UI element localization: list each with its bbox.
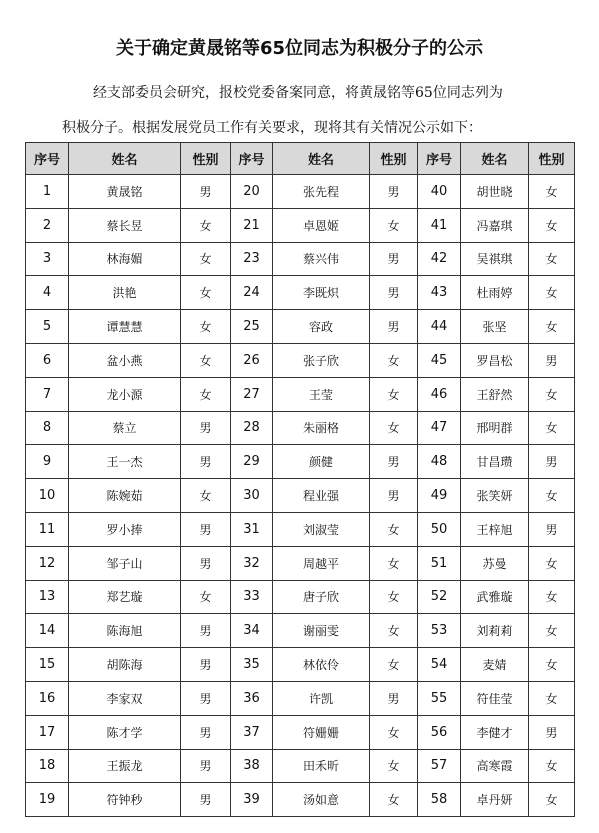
cell-name: 张先程 bbox=[273, 175, 370, 209]
cell-name: 蔡兴伟 bbox=[273, 242, 370, 276]
cell-gender: 女 bbox=[529, 648, 575, 682]
cell-name: 高寒霞 bbox=[461, 749, 529, 783]
cell-index: 16 bbox=[26, 681, 69, 715]
cell-name: 符钟秒 bbox=[69, 783, 181, 817]
cell-name: 陈婉茹 bbox=[69, 479, 181, 513]
cell-gender: 男 bbox=[181, 715, 231, 749]
header-index: 序号 bbox=[231, 143, 273, 175]
cell-gender: 女 bbox=[529, 614, 575, 648]
intro-paragraph-line-1: 经支部委员会研究，报校党委备案同意，将黄晟铭等65位同志列为 bbox=[93, 85, 503, 101]
cell-name: 王振龙 bbox=[69, 749, 181, 783]
cell-name: 程业强 bbox=[273, 479, 370, 513]
cell-name: 王舒然 bbox=[461, 377, 529, 411]
table-row bbox=[26, 377, 575, 411]
cell-name: 蔡立 bbox=[69, 411, 181, 445]
cell-name: 符佳莹 bbox=[461, 681, 529, 715]
cell-gender: 女 bbox=[529, 749, 575, 783]
cell-name: 陈海旭 bbox=[69, 614, 181, 648]
cell-index: 21 bbox=[231, 208, 273, 242]
cell-name: 郑艺璇 bbox=[69, 580, 181, 614]
cell-index: 35 bbox=[231, 648, 273, 682]
cell-index: 49 bbox=[418, 479, 461, 513]
cell-gender: 男 bbox=[370, 479, 418, 513]
cell-name: 周越平 bbox=[273, 546, 370, 580]
cell-name: 陈才学 bbox=[69, 715, 181, 749]
cell-index: 58 bbox=[418, 783, 461, 817]
cell-index: 20 bbox=[231, 175, 273, 209]
cell-gender: 女 bbox=[181, 276, 231, 310]
cell-index: 29 bbox=[231, 445, 273, 479]
cell-name: 林海媚 bbox=[69, 242, 181, 276]
cell-name: 麦婧 bbox=[461, 648, 529, 682]
cell-gender: 男 bbox=[181, 445, 231, 479]
cell-gender: 男 bbox=[370, 310, 418, 344]
cell-name: 邢明群 bbox=[461, 411, 529, 445]
cell-name: 龙小源 bbox=[69, 377, 181, 411]
cell-index: 36 bbox=[231, 681, 273, 715]
roster-table bbox=[25, 142, 575, 817]
cell-gender: 女 bbox=[370, 546, 418, 580]
cell-index: 27 bbox=[231, 377, 273, 411]
cell-index: 4 bbox=[26, 276, 69, 310]
intro-paragraph-line-2: 积极分子。根据发展党员工作有关要求，现将其有关情况公示如下： bbox=[62, 120, 482, 136]
cell-index: 52 bbox=[418, 580, 461, 614]
cell-name: 王梓旭 bbox=[461, 512, 529, 546]
cell-name: 王莹 bbox=[273, 377, 370, 411]
cell-index: 34 bbox=[231, 614, 273, 648]
cell-name: 胡世晓 bbox=[461, 175, 529, 209]
cell-name: 谢丽雯 bbox=[273, 614, 370, 648]
table-row bbox=[26, 343, 575, 377]
cell-index: 44 bbox=[418, 310, 461, 344]
cell-index: 37 bbox=[231, 715, 273, 749]
cell-gender: 女 bbox=[370, 377, 418, 411]
cell-gender: 男 bbox=[529, 512, 575, 546]
cell-index: 13 bbox=[26, 580, 69, 614]
table-row bbox=[26, 242, 575, 276]
cell-name: 李家双 bbox=[69, 681, 181, 715]
cell-gender: 女 bbox=[529, 377, 575, 411]
cell-name: 符姗姗 bbox=[273, 715, 370, 749]
cell-gender: 男 bbox=[181, 512, 231, 546]
cell-name: 谭慧慧 bbox=[69, 310, 181, 344]
cell-index: 38 bbox=[231, 749, 273, 783]
cell-index: 45 bbox=[418, 343, 461, 377]
table-row bbox=[26, 175, 575, 209]
cell-name: 王一杰 bbox=[69, 445, 181, 479]
cell-gender: 女 bbox=[370, 512, 418, 546]
cell-index: 18 bbox=[26, 749, 69, 783]
cell-name: 邹子山 bbox=[69, 546, 181, 580]
cell-name: 颜健 bbox=[273, 445, 370, 479]
cell-gender: 女 bbox=[181, 242, 231, 276]
cell-index: 19 bbox=[26, 783, 69, 817]
cell-gender: 男 bbox=[181, 614, 231, 648]
cell-index: 10 bbox=[26, 479, 69, 513]
cell-name: 张坚 bbox=[461, 310, 529, 344]
cell-gender: 男 bbox=[181, 175, 231, 209]
cell-gender: 女 bbox=[370, 783, 418, 817]
cell-index: 6 bbox=[26, 343, 69, 377]
cell-index: 33 bbox=[231, 580, 273, 614]
cell-name: 胡陈海 bbox=[69, 648, 181, 682]
table-row bbox=[26, 411, 575, 445]
cell-gender: 女 bbox=[370, 715, 418, 749]
cell-index: 55 bbox=[418, 681, 461, 715]
cell-name: 冯嘉琪 bbox=[461, 208, 529, 242]
cell-gender: 女 bbox=[529, 310, 575, 344]
cell-gender: 女 bbox=[529, 580, 575, 614]
cell-gender: 男 bbox=[181, 411, 231, 445]
table-row bbox=[26, 512, 575, 546]
cell-name: 林依伶 bbox=[273, 648, 370, 682]
cell-gender: 女 bbox=[529, 411, 575, 445]
cell-index: 25 bbox=[231, 310, 273, 344]
cell-index: 24 bbox=[231, 276, 273, 310]
cell-gender: 男 bbox=[529, 715, 575, 749]
cell-index: 23 bbox=[231, 242, 273, 276]
cell-gender: 女 bbox=[529, 276, 575, 310]
cell-gender: 女 bbox=[529, 681, 575, 715]
cell-index: 47 bbox=[418, 411, 461, 445]
cell-index: 9 bbox=[26, 445, 69, 479]
table-row bbox=[26, 614, 575, 648]
cell-index: 32 bbox=[231, 546, 273, 580]
cell-gender: 女 bbox=[181, 377, 231, 411]
table-row bbox=[26, 479, 575, 513]
header-gender: 性别 bbox=[370, 143, 418, 175]
table-row bbox=[26, 681, 575, 715]
cell-name: 杜雨婷 bbox=[461, 276, 529, 310]
cell-name: 蔡长昱 bbox=[69, 208, 181, 242]
cell-gender: 男 bbox=[181, 648, 231, 682]
cell-name: 盆小燕 bbox=[69, 343, 181, 377]
cell-index: 41 bbox=[418, 208, 461, 242]
cell-name: 洪艳 bbox=[69, 276, 181, 310]
cell-gender: 男 bbox=[181, 546, 231, 580]
cell-name: 罗小捧 bbox=[69, 512, 181, 546]
cell-name: 李健才 bbox=[461, 715, 529, 749]
cell-name: 苏曼 bbox=[461, 546, 529, 580]
cell-index: 12 bbox=[26, 546, 69, 580]
table-row bbox=[26, 276, 575, 310]
cell-name: 朱丽格 bbox=[273, 411, 370, 445]
cell-gender: 女 bbox=[181, 479, 231, 513]
table-row bbox=[26, 310, 575, 344]
cell-name: 卓丹妍 bbox=[461, 783, 529, 817]
cell-index: 42 bbox=[418, 242, 461, 276]
cell-index: 26 bbox=[231, 343, 273, 377]
cell-index: 57 bbox=[418, 749, 461, 783]
cell-gender: 女 bbox=[370, 411, 418, 445]
header-name: 姓名 bbox=[273, 143, 370, 175]
header-row bbox=[26, 143, 575, 175]
cell-name: 卓恩姬 bbox=[273, 208, 370, 242]
cell-index: 14 bbox=[26, 614, 69, 648]
table-row bbox=[26, 749, 575, 783]
cell-name: 许凯 bbox=[273, 681, 370, 715]
cell-gender: 女 bbox=[181, 343, 231, 377]
cell-index: 40 bbox=[418, 175, 461, 209]
cell-name: 武雅璇 bbox=[461, 580, 529, 614]
cell-gender: 女 bbox=[181, 310, 231, 344]
table-row bbox=[26, 783, 575, 817]
cell-name: 田禾昕 bbox=[273, 749, 370, 783]
table-row bbox=[26, 208, 575, 242]
document-title: 关于确定黄晟铭等65位同志为积极分子的公示 bbox=[115, 38, 484, 59]
cell-index: 2 bbox=[26, 208, 69, 242]
cell-name: 黄晟铭 bbox=[69, 175, 181, 209]
header-gender: 性别 bbox=[529, 143, 575, 175]
cell-gender: 女 bbox=[181, 208, 231, 242]
cell-name: 容政 bbox=[273, 310, 370, 344]
cell-gender: 女 bbox=[370, 343, 418, 377]
cell-name: 罗昌松 bbox=[461, 343, 529, 377]
cell-name: 李既炽 bbox=[273, 276, 370, 310]
header-name: 姓名 bbox=[461, 143, 529, 175]
cell-gender: 女 bbox=[370, 749, 418, 783]
cell-index: 5 bbox=[26, 310, 69, 344]
cell-index: 7 bbox=[26, 377, 69, 411]
cell-gender: 男 bbox=[370, 175, 418, 209]
cell-name: 刘莉莉 bbox=[461, 614, 529, 648]
cell-index: 17 bbox=[26, 715, 69, 749]
cell-name: 刘淑莹 bbox=[273, 512, 370, 546]
table-row bbox=[26, 580, 575, 614]
header-gender: 性别 bbox=[181, 143, 231, 175]
cell-gender: 女 bbox=[529, 479, 575, 513]
cell-gender: 男 bbox=[529, 445, 575, 479]
cell-index: 3 bbox=[26, 242, 69, 276]
cell-gender: 女 bbox=[529, 208, 575, 242]
cell-name: 张笑妍 bbox=[461, 479, 529, 513]
cell-index: 11 bbox=[26, 512, 69, 546]
header-index: 序号 bbox=[418, 143, 461, 175]
cell-index: 46 bbox=[418, 377, 461, 411]
cell-gender: 女 bbox=[529, 175, 575, 209]
cell-index: 50 bbox=[418, 512, 461, 546]
cell-index: 43 bbox=[418, 276, 461, 310]
cell-gender: 女 bbox=[370, 580, 418, 614]
cell-gender: 男 bbox=[370, 445, 418, 479]
cell-name: 汤如意 bbox=[273, 783, 370, 817]
cell-gender: 男 bbox=[181, 783, 231, 817]
table-row bbox=[26, 715, 575, 749]
cell-index: 39 bbox=[231, 783, 273, 817]
cell-index: 28 bbox=[231, 411, 273, 445]
cell-gender: 女 bbox=[529, 546, 575, 580]
cell-index: 56 bbox=[418, 715, 461, 749]
cell-name: 吴祺琪 bbox=[461, 242, 529, 276]
cell-index: 30 bbox=[231, 479, 273, 513]
cell-gender: 女 bbox=[370, 648, 418, 682]
cell-gender: 女 bbox=[370, 614, 418, 648]
cell-gender: 男 bbox=[370, 276, 418, 310]
cell-name: 甘昌瓒 bbox=[461, 445, 529, 479]
cell-gender: 男 bbox=[181, 749, 231, 783]
cell-gender: 女 bbox=[181, 580, 231, 614]
cell-gender: 男 bbox=[529, 343, 575, 377]
cell-index: 8 bbox=[26, 411, 69, 445]
cell-index: 31 bbox=[231, 512, 273, 546]
cell-gender: 男 bbox=[370, 242, 418, 276]
cell-name: 张子欣 bbox=[273, 343, 370, 377]
table-row bbox=[26, 546, 575, 580]
cell-index: 51 bbox=[418, 546, 461, 580]
cell-gender: 女 bbox=[529, 783, 575, 817]
cell-index: 15 bbox=[26, 648, 69, 682]
cell-gender: 男 bbox=[181, 681, 231, 715]
header-index: 序号 bbox=[26, 143, 69, 175]
cell-index: 48 bbox=[418, 445, 461, 479]
cell-index: 54 bbox=[418, 648, 461, 682]
cell-index: 53 bbox=[418, 614, 461, 648]
cell-name: 唐子欣 bbox=[273, 580, 370, 614]
roster-body bbox=[26, 175, 575, 817]
table-row bbox=[26, 445, 575, 479]
cell-gender: 男 bbox=[370, 681, 418, 715]
table-row bbox=[26, 648, 575, 682]
cell-index: 1 bbox=[26, 175, 69, 209]
cell-gender: 女 bbox=[370, 208, 418, 242]
cell-gender: 女 bbox=[529, 242, 575, 276]
header-name: 姓名 bbox=[69, 143, 181, 175]
